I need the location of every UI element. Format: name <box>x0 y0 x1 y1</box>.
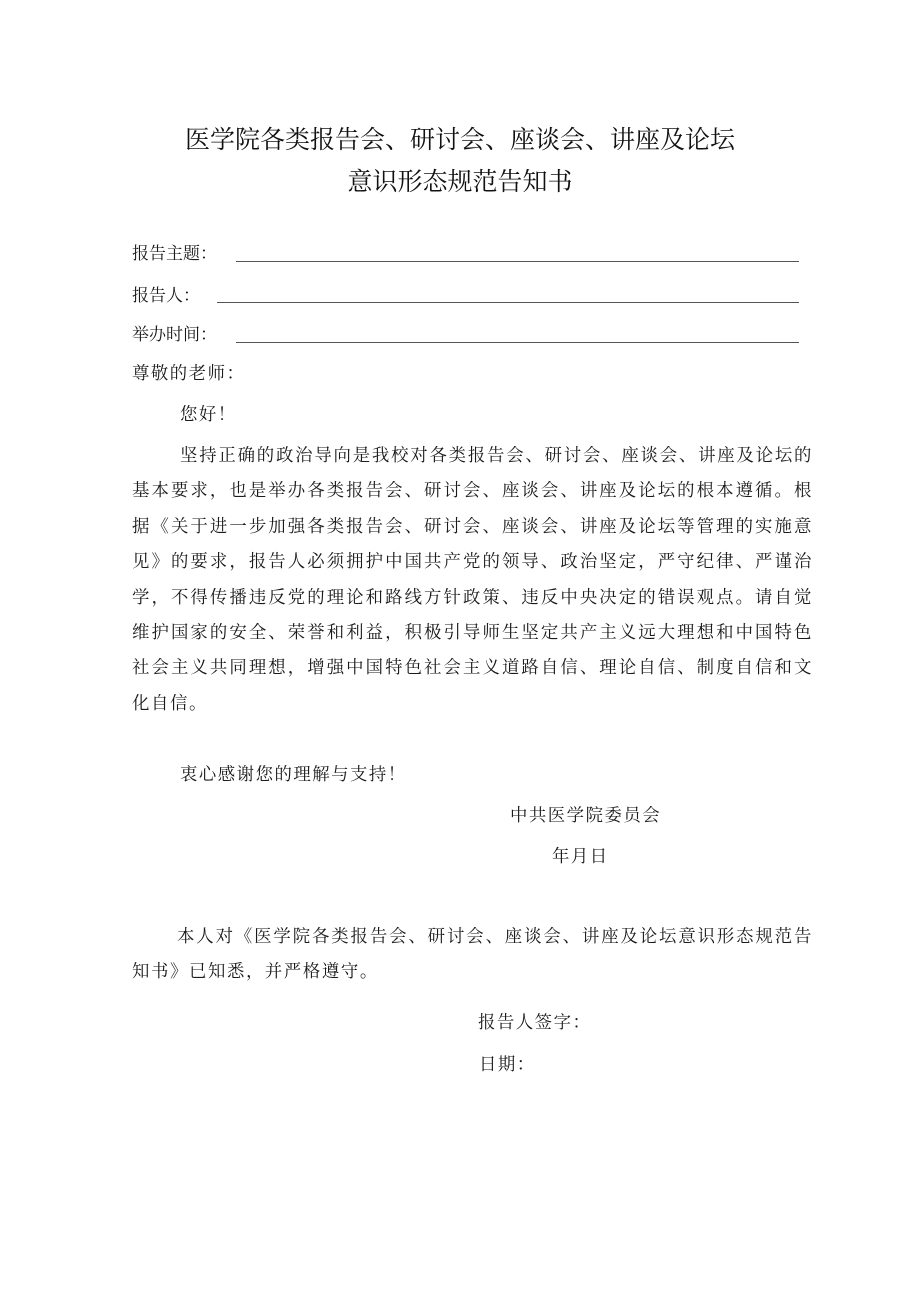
document-title-line2: 意识形态规范告知书 <box>347 167 573 196</box>
acknowledgement-text: 本人对《医学院各类报告会、研讨会、座谈会、讲座及论坛意识形态规范告知书》已知悉，并严格遵守。 <box>132 927 813 983</box>
thanks-line: 衷心感谢您的理解与支持！ <box>180 765 407 785</box>
letter-body: 坚持正确的政治导向是我校对各类报告会、研讨会、座谈会、讲座及论坛的基本要求，也是举办各类报告会、研讨会、座谈会、讲座及论坛的根本遵循。根据《关于进一步加强各类报告会、研讨会、座谈会、讲座及论坛等管理的实施意见》的要求，报告人必须拥护中国共产党的领导、政治坚定，严守纪律、严谨治学，不得传播违反党的理论和路线方针政策、违反中央决定的错误观点。请自觉维护国家的安全、荣誉和利益，积极引导师生坚定共产主义远大理想和中国特色社会主义共同理想，增强中国特色社会主义道路自信、理论自信、制度自信和文化自信。 <box>132 446 813 714</box>
salutation: 尊敬的老师： <box>132 364 246 384</box>
topic-input-line[interactable] <box>236 261 799 262</box>
time-label: 举办时间： <box>132 325 217 345</box>
signature-label: 报告人签字： <box>478 1013 592 1033</box>
document-title-line1: 医学院各类报告会、研讨会、座谈会、讲座及论坛 <box>184 125 735 154</box>
speaker-label: 报告人： <box>132 286 200 306</box>
sign-date-label: 日期： <box>479 1055 536 1075</box>
issuer: 中共医学院委员会 <box>510 806 662 826</box>
time-input-line[interactable] <box>236 342 799 343</box>
issue-date: 年月日 <box>552 847 609 867</box>
speaker-input-line[interactable] <box>217 302 799 303</box>
topic-label: 报告主题： <box>132 244 217 264</box>
greeting: 您好！ <box>180 405 237 425</box>
